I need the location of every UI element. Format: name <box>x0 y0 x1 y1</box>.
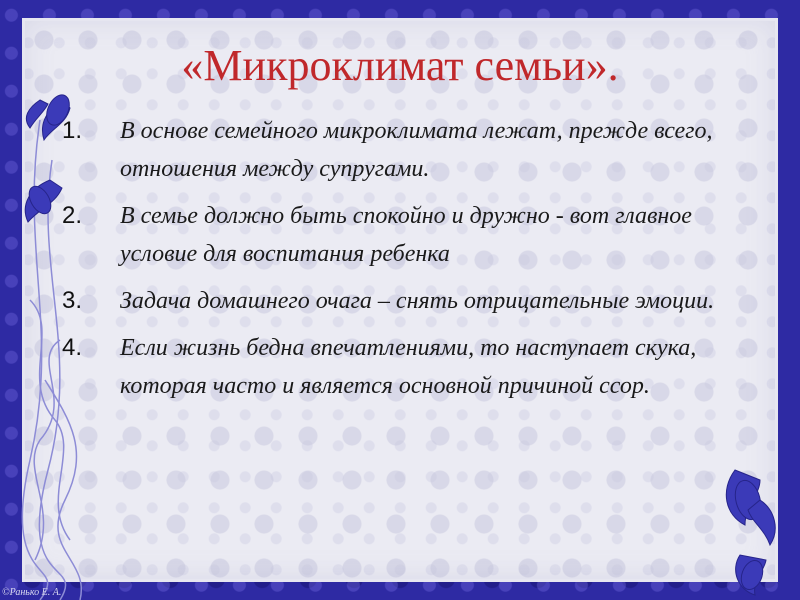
list-item-number: 3. <box>62 287 83 314</box>
numbered-list <box>62 112 742 414</box>
list-item-text: Задача домашнего очага – снять отрицательные эмоции. <box>120 288 715 314</box>
list-item <box>62 329 742 405</box>
flower-icon <box>736 555 767 595</box>
author-credit: ©Ранько Е. А. <box>2 587 62 598</box>
list-item-text: Если жизнь бедна впечатлениями, то наступает скука, которая часто и является основной причиной ссор. <box>120 335 697 399</box>
list-item-number: 1. <box>62 117 83 144</box>
list-item <box>62 197 742 273</box>
slide-title: «Микроклимат семьи». <box>181 41 619 90</box>
list-item-text: В основе семейного микроклимата лежат, прежде всего, отношения между супругами. <box>120 118 713 182</box>
flower-icon <box>726 470 775 545</box>
list-item-number: 4. <box>62 334 83 361</box>
list-item-text: В семье должно быть спокойно и дружно - вот главное условие для воспитания ребенка <box>120 203 692 267</box>
list-item <box>62 282 742 320</box>
list-item <box>62 112 742 188</box>
list-item-number: 2. <box>62 202 83 229</box>
flower-icon <box>25 180 62 222</box>
